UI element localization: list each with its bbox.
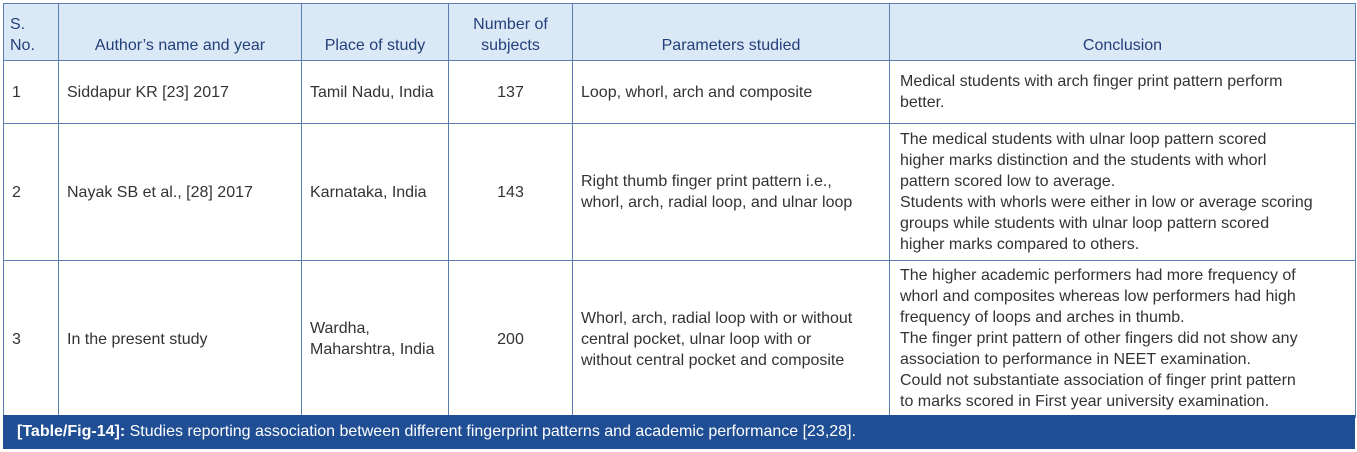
table-row [4, 124, 1356, 261]
cell-parameters-line: Loop, whorl, arch and composite [581, 83, 813, 101]
header-sno-line1: S. [10, 16, 26, 33]
cell-sno: 1 [4, 61, 59, 124]
cell-conclusion [890, 261, 1356, 418]
header-subjects-line1: Number of [473, 16, 548, 33]
cell-place-line: Karnataka, India [310, 183, 427, 201]
cell-author: Siddapur KR [23] 2017 [59, 61, 302, 124]
cell-conclusion-line: higher marks compared to others. [900, 235, 1140, 253]
cell-author: In the present study [59, 261, 302, 418]
cell-place [302, 124, 449, 261]
cell-conclusion-line: The higher academic performers had more frequency of [900, 267, 1296, 284]
cell-parameters-line: whorl, arch, radial loop, and ulnar loop [581, 194, 853, 211]
cell-parameters [573, 261, 890, 418]
header-conclusion: Conclusion [890, 4, 1356, 61]
cell-place [302, 261, 449, 418]
cell-subjects: 137 [449, 61, 573, 124]
cell-parameters-line: Right thumb finger print pattern i.e., [581, 173, 832, 190]
header-sno-line2: No. [10, 37, 35, 54]
table-row [4, 261, 1356, 418]
cell-conclusion-line: whorl and composites whereas low performers had high [900, 288, 1296, 305]
cell-conclusion-line: frequency of loops and arches in thumb. [900, 309, 1185, 326]
cell-conclusion-line: Students with whorls were either in low or average scoring [900, 193, 1313, 211]
header-subjects [449, 4, 573, 61]
cell-parameters [573, 124, 890, 261]
cell-subjects: 143 [449, 124, 573, 261]
cell-conclusion [890, 124, 1356, 261]
cell-conclusion-line: groups while students with ulnar loop pattern scored [900, 214, 1270, 232]
studies-table [3, 3, 1356, 418]
cell-sno: 3 [4, 261, 59, 418]
caption-text: Studies reporting association between different fingerprint patterns and academic performance [23,28]. [125, 423, 856, 440]
table-row [4, 61, 1356, 124]
cell-place-line: Wardha, [310, 320, 370, 337]
cell-parameters [573, 61, 890, 124]
header-parameters: Parameters studied [573, 4, 890, 61]
cell-subjects: 200 [449, 261, 573, 418]
cell-conclusion-line: better. [900, 93, 945, 111]
cell-conclusion [890, 61, 1356, 124]
cell-conclusion-line: to marks scored in First year university examination. [900, 393, 1270, 410]
cell-sno: 2 [4, 124, 59, 261]
cell-conclusion-line: higher marks distinction and the students with whorl [900, 151, 1267, 169]
header-place: Place of study [302, 4, 449, 61]
cell-conclusion-line: The medical students with ulnar loop pattern scored [900, 130, 1267, 148]
header-sno [4, 4, 59, 61]
cell-conclusion-line: Medical students with arch finger print pattern perform [900, 72, 1283, 90]
cell-conclusion-line: pattern scored low to average. [900, 172, 1116, 190]
cell-place [302, 61, 449, 124]
cell-parameters-line: central pocket, ulnar loop with or [581, 330, 812, 348]
table-caption [3, 415, 1355, 449]
cell-place-line: Tamil Nadu, India [310, 83, 434, 101]
cell-conclusion-line: Could not substantiate association of finger print pattern [900, 372, 1296, 389]
header-subjects-line2: subjects [481, 37, 540, 54]
cell-parameters-line: without central pocket and composite [581, 351, 845, 369]
cell-parameters-line: Whorl, arch, radial loop with or without [581, 309, 853, 327]
cell-place-line: Maharshtra, India [310, 341, 435, 358]
header-author: Author’s name and year [59, 4, 302, 61]
cell-conclusion-line: The finger print pattern of other fingers did not show any [900, 330, 1298, 347]
cell-author: Nayak SB et al., [28] 2017 [59, 124, 302, 261]
header-row [4, 4, 1356, 61]
caption-label: [Table/Fig-14]: [17, 423, 126, 440]
cell-conclusion-line: association to performance in NEET examination. [900, 351, 1251, 368]
